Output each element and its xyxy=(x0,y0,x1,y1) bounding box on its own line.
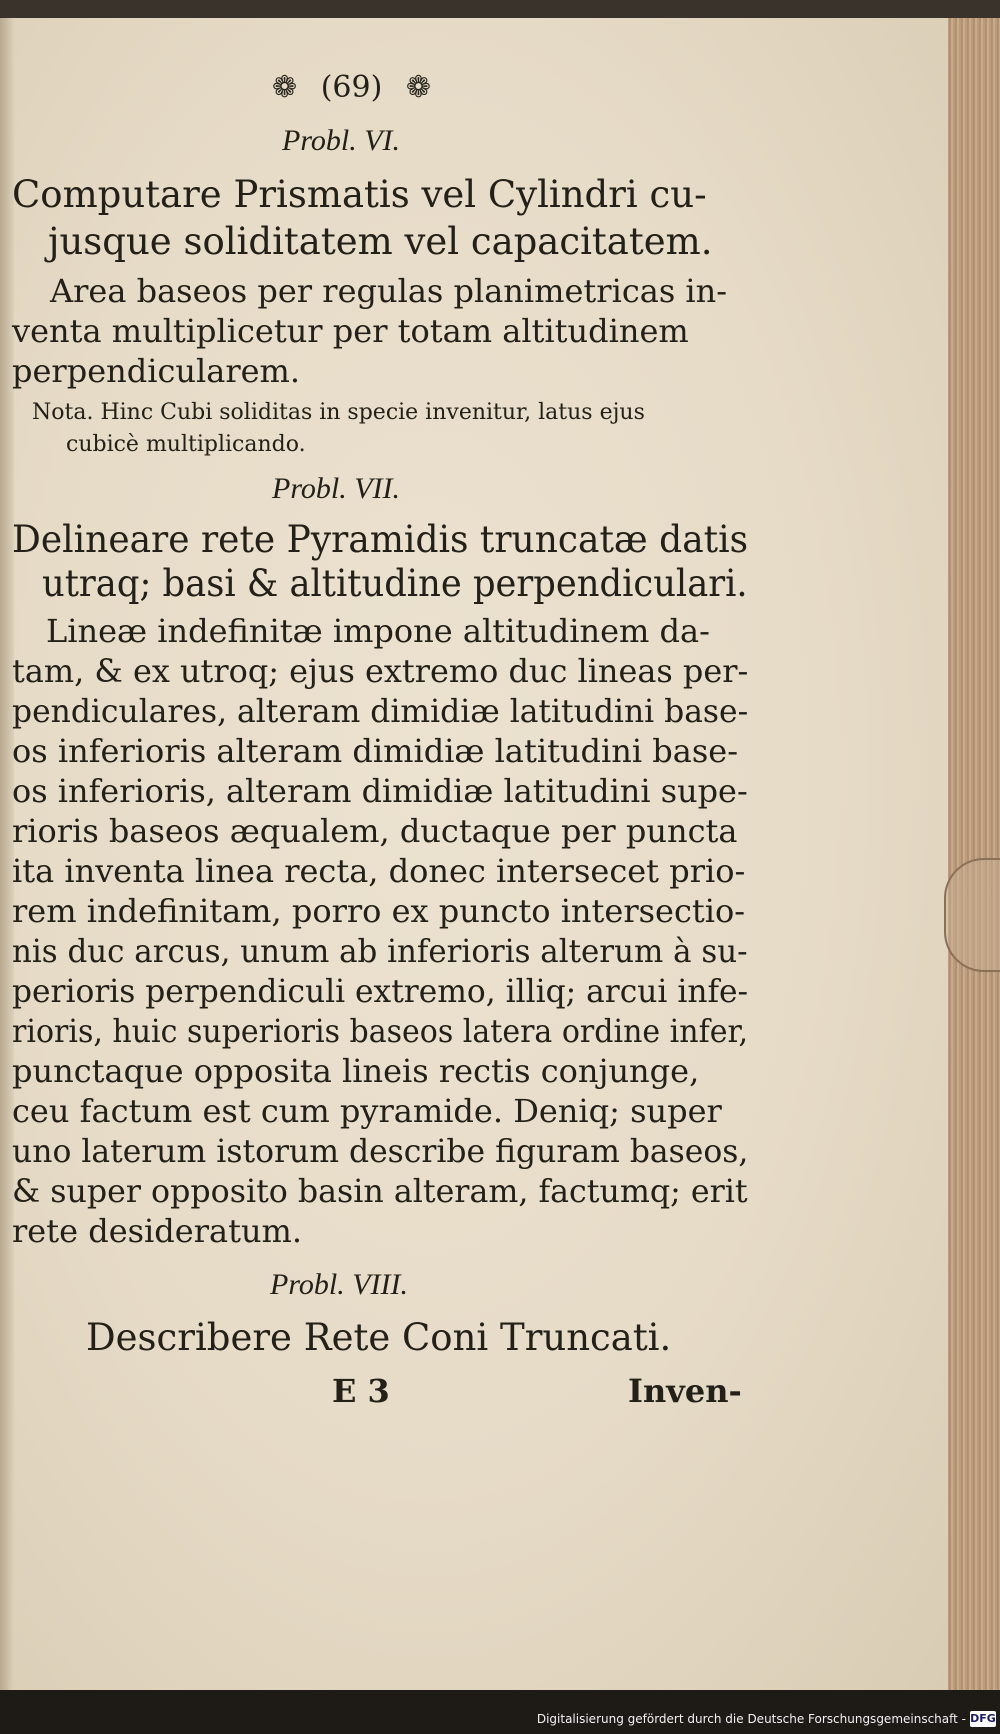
body-line: perpendicularem. xyxy=(12,352,301,390)
body-line: rioris baseos æqualem, ductaque per puncta xyxy=(12,812,738,850)
body-line: nis duc arcus, unum ab inferioris alterum à su- xyxy=(12,932,748,970)
dfg-logo: DFG xyxy=(970,1712,996,1725)
body-line: venta multiplicetur per totam altitudinem xyxy=(12,312,689,350)
flower-ornament-icon: ❁ xyxy=(405,70,431,105)
body-line: Area baseos per regulas planimetricas in- xyxy=(50,272,728,310)
page-number: (69) xyxy=(320,70,383,105)
digitization-credit: Digitalisierung gefördert durch die Deutsche Forschungsgemeinschaft - xyxy=(536,1712,966,1726)
note-line: Nota. Hinc Cubi soliditas in specie invenitur, latus ejus xyxy=(32,400,645,425)
signature-mark: E 3 xyxy=(332,1372,390,1410)
problem-heading: Probl. VIII. xyxy=(270,1268,409,1301)
body-line: os inferioris alteram dimidiæ latitudini base- xyxy=(12,732,739,770)
running-header xyxy=(272,70,431,105)
body-line: ceu factum est cum pyramide. Deniq; super xyxy=(12,1092,722,1130)
body-line: pendiculares, alteram dimidiæ latitudini base- xyxy=(12,692,749,730)
body-line: ita inventa linea recta, donec intersecet prio- xyxy=(12,852,746,890)
problem-title-line: Computare Prismatis vel Cylindri cu- xyxy=(12,173,707,216)
body-line: tam, & ex utroq; ejus extremo duc lineas per- xyxy=(12,652,749,690)
body-line: rem indefinitam, porro ex puncto intersectio- xyxy=(12,892,746,930)
body-line: & super opposito basin alteram, factumq; erit xyxy=(12,1172,748,1210)
problem-title-line: jusque soliditatem vel capacitatem. xyxy=(48,220,713,263)
flower-ornament-icon: ❁ xyxy=(272,70,298,105)
body-line: uno laterum istorum describe figuram baseos, xyxy=(12,1132,749,1170)
page-edges xyxy=(948,18,1000,1690)
problem-title-line: utraq; basi & altitudine perpendiculari. xyxy=(42,562,748,605)
body-line: os inferioris, alteram dimidiæ latitudini supe- xyxy=(12,772,748,810)
book-clip xyxy=(944,858,1000,972)
body-line: perioris perpendiculi extremo, illiq; arcui infe- xyxy=(12,972,749,1010)
body-line: rioris, huic superioris baseos latera ordine infer, xyxy=(12,1012,749,1050)
problem-heading: Probl. VII. xyxy=(272,472,401,505)
note-line: cubicè multiplicando. xyxy=(66,432,306,457)
top-border xyxy=(0,0,1000,20)
body-line: punctaque opposita lineis rectis conjunge, xyxy=(12,1052,700,1090)
catchword: Inven- xyxy=(628,1372,742,1410)
problem-title-line: Delineare rete Pyramidis truncatæ datis xyxy=(12,518,749,561)
body-line: Lineæ indefinitæ impone altitudinem da- xyxy=(46,612,710,650)
problem-heading: Probl. VI. xyxy=(282,124,401,157)
body-line: rete desideratum. xyxy=(12,1212,303,1250)
problem-title-line: Describere Rete Coni Truncati. xyxy=(86,1316,672,1359)
